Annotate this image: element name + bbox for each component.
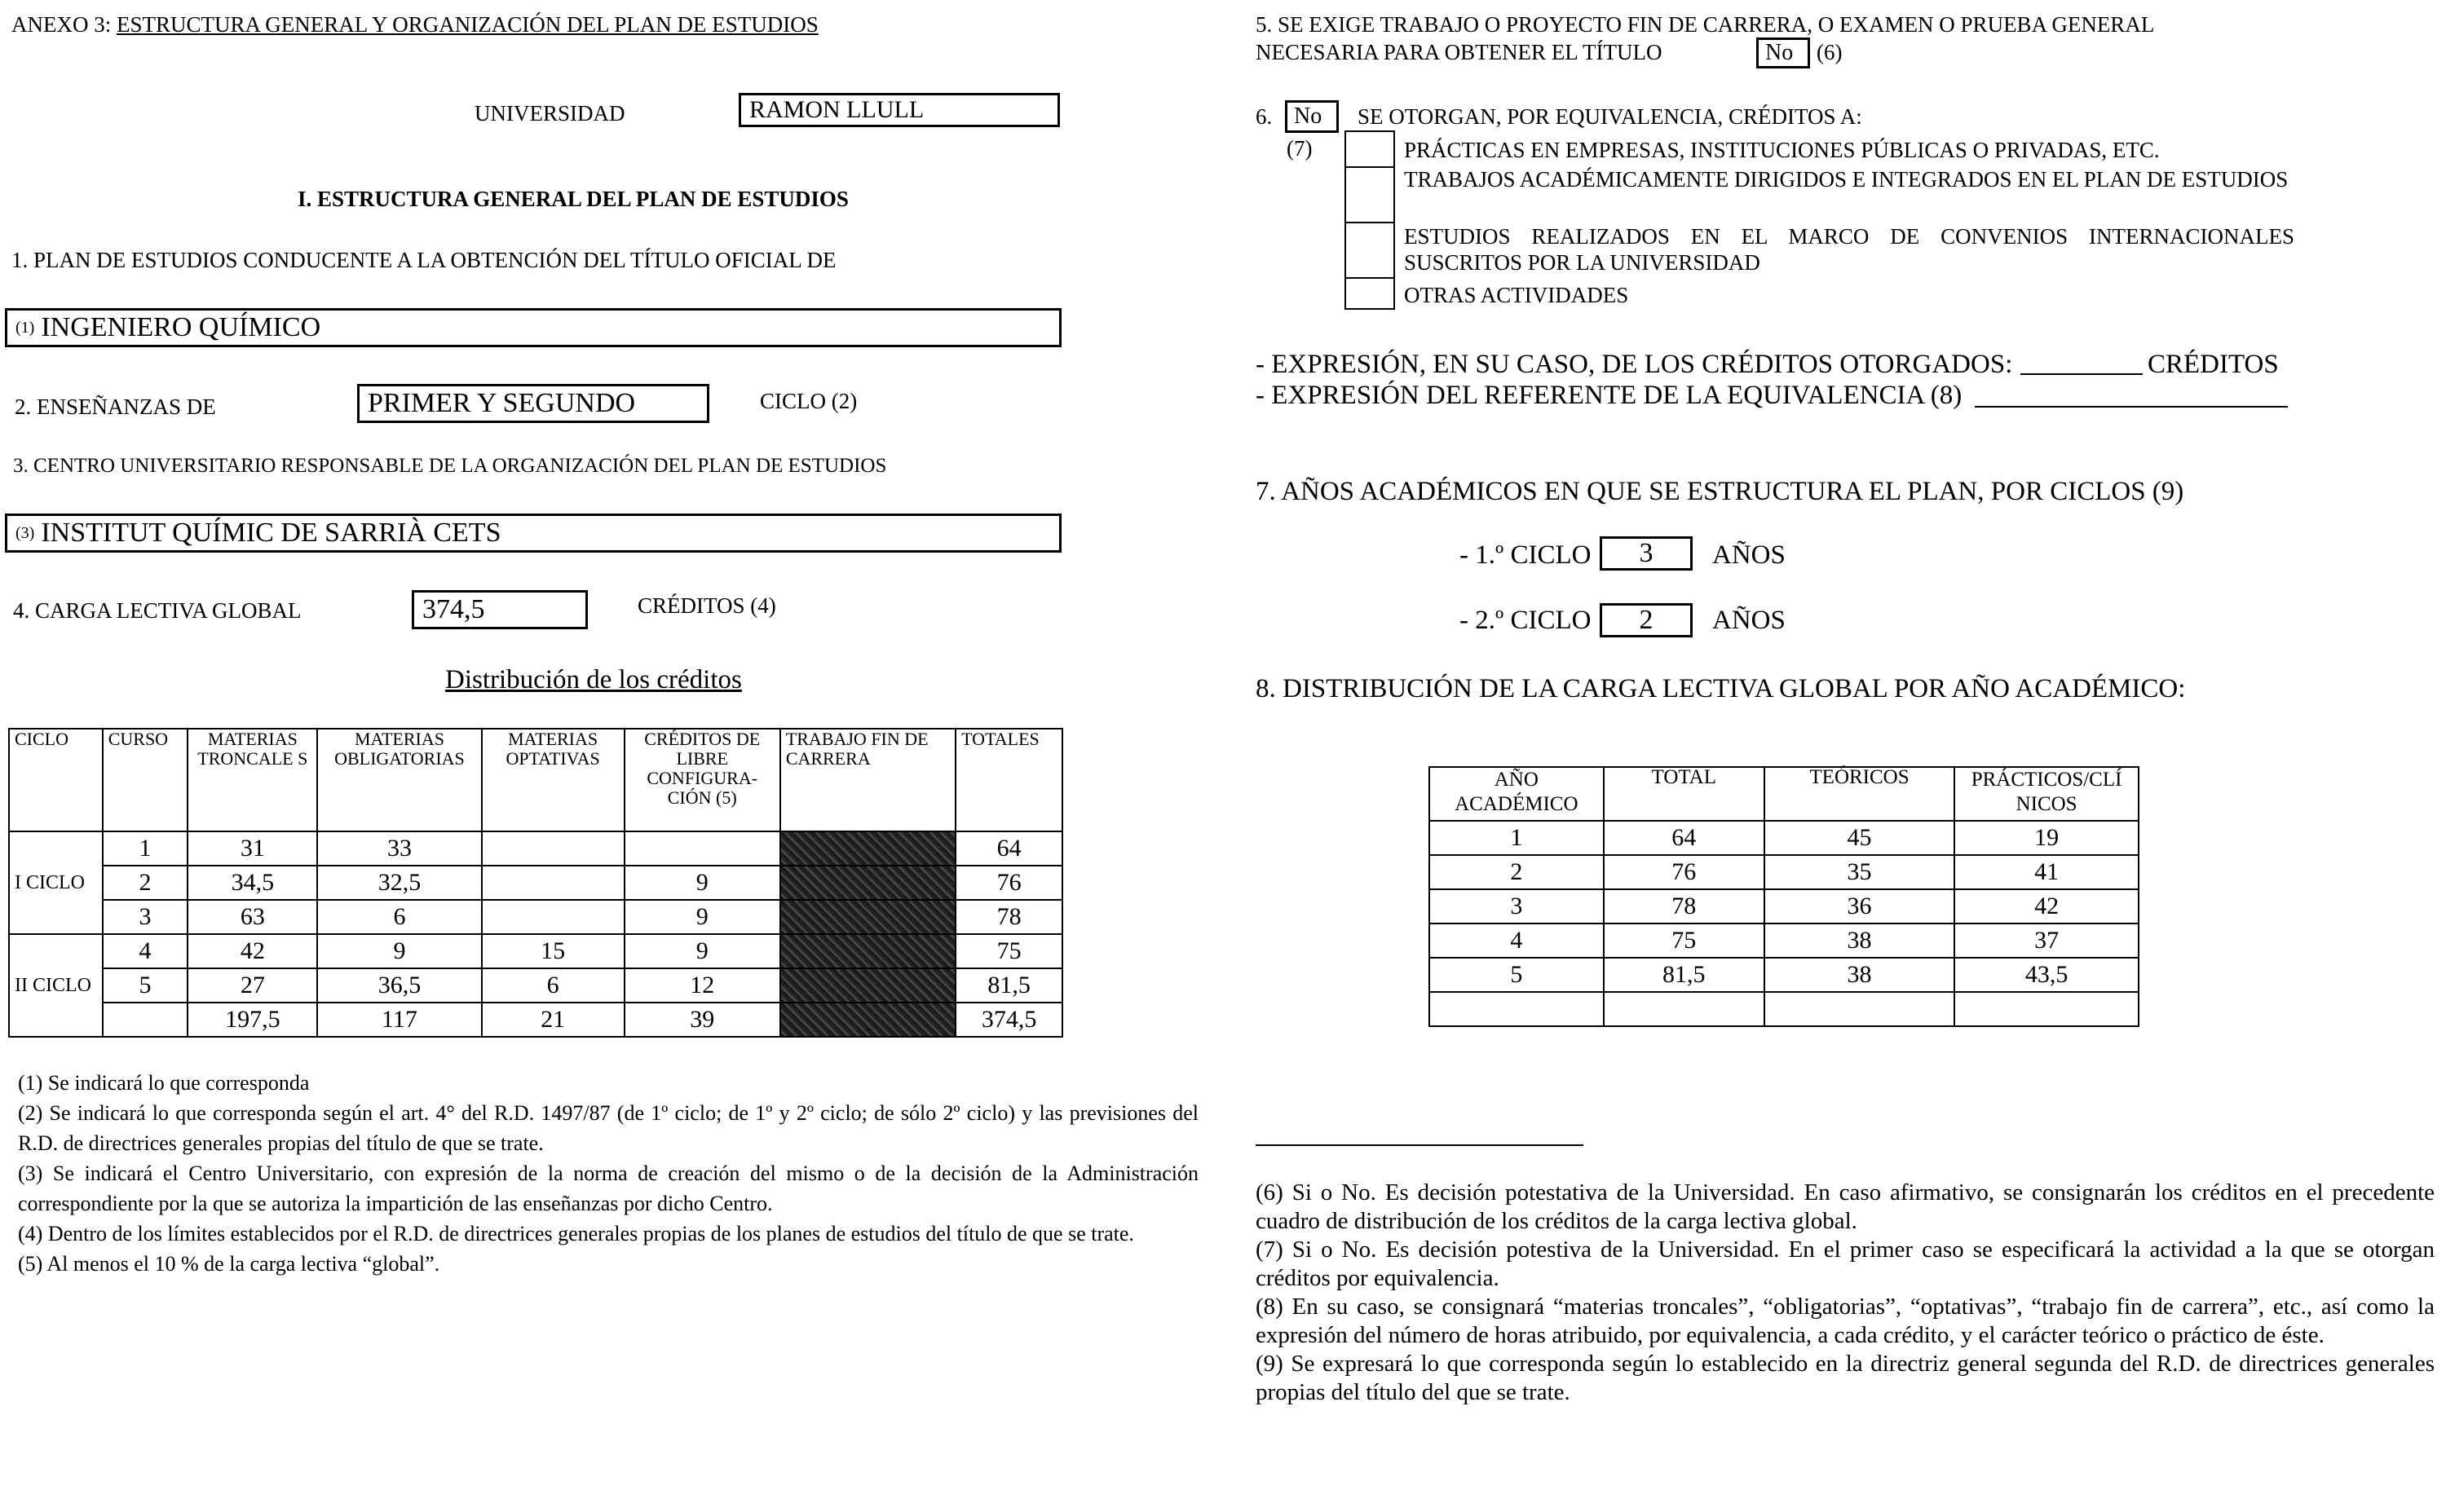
table-cell xyxy=(1764,992,1954,1026)
table-row xyxy=(9,900,1062,934)
left-footnotes xyxy=(18,1068,1199,1279)
table-cell: 9 xyxy=(625,934,780,968)
table-header-row xyxy=(9,729,1062,831)
item1-label: 1. PLAN DE ESTUDIOS CONDUCENTE A LA OBTENCIÓN DEL TÍTULO OFICIAL DE xyxy=(11,248,837,272)
table-cell: 2 xyxy=(103,866,188,900)
item4-field xyxy=(412,590,588,629)
table-cell: 117 xyxy=(317,1003,481,1037)
column-header: TOTAL xyxy=(1604,767,1764,821)
table-cell xyxy=(625,831,780,866)
cycle-cell: I CICLO xyxy=(9,831,103,934)
table-cell xyxy=(482,900,625,934)
table-cell: 63 xyxy=(188,900,317,934)
item2-value: PRIMER Y SEGUNDO xyxy=(368,388,636,418)
item6-field xyxy=(1285,100,1339,133)
item2-field xyxy=(357,384,709,423)
table-row xyxy=(9,934,1062,968)
table-row xyxy=(9,831,1062,866)
item1-value: INGENIERO QUÍMICO xyxy=(41,312,321,342)
footnote: (2) Se indicará lo que corresponda según el art. 4° del R.D. 1497/87 (de 1º ciclo; de 1º y 2º ciclo; de sólo 2º ciclo) y las previsiones del R.D. de directrices generales propias del título de que se trate. xyxy=(18,1101,1199,1155)
section-title: I. ESTRUCTURA GENERAL DEL PLAN DE ESTUDIOS xyxy=(298,187,849,211)
table-cell xyxy=(482,831,625,866)
table-cell: 35 xyxy=(1764,855,1954,889)
item6-label: SE OTORGAN, POR EQUIVALENCIA, CRÉDITOS A: xyxy=(1358,104,1862,129)
table-cell: 42 xyxy=(1954,889,2139,924)
table-cell: 2 xyxy=(1429,855,1604,889)
column-header: CICLO xyxy=(9,729,103,831)
table-cell: 21 xyxy=(482,1003,625,1037)
table-row xyxy=(1429,889,2139,924)
item4-suffix: CRÉDITOS (4) xyxy=(638,593,776,618)
table-cell: 31 xyxy=(188,831,317,866)
table-row xyxy=(1429,821,2139,855)
table-cell xyxy=(1429,992,1604,1026)
item3-label: 3. CENTRO UNIVERSITARIO RESPONSABLE DE LA ORGANIZACIÓN DEL PLAN DE ESTUDIOS xyxy=(13,455,887,477)
option-checkbox[interactable] xyxy=(1344,277,1395,310)
option-label: OTRAS ACTIVIDADES xyxy=(1404,283,1629,307)
column-header: TOTALES xyxy=(956,729,1062,831)
item5-line2: NECESARIA PARA OBTENER EL TÍTULO xyxy=(1256,40,1662,64)
table-cell: 15 xyxy=(482,934,625,968)
table-cell: 39 xyxy=(625,1003,780,1037)
table-row xyxy=(1429,958,2139,992)
table-row xyxy=(9,968,1062,1003)
option-label: ESTUDIOS REALIZADOS EN EL MARCO DE CONVENIOS INTERNACIONALES SUSCRITOS POR LA UNIVERSIDAD xyxy=(1404,224,2294,275)
option-label: PRÁCTICAS EN EMPRESAS, INSTITUCIONES PÚBLICAS O PRIVADAS, ETC. xyxy=(1404,138,2160,162)
table-cell: 81,5 xyxy=(956,968,1062,1003)
footnote: (6) Si o No. Es decisión potestativa de la Universidad. En caso afirmativo, se consignarán los créditos en el precedente cuadro de distribución de los créditos de la carga lectiva global. xyxy=(1256,1179,2435,1234)
column-header: CRÉDITOS DE LIBRE CONFIGURA- CIÓN (5) xyxy=(625,729,780,831)
table-cell: 76 xyxy=(956,866,1062,900)
table-cell: 1 xyxy=(103,831,188,866)
shaded-cell xyxy=(780,1003,956,1037)
table-row xyxy=(1429,924,2139,958)
distribution-title: Distribución de los créditos xyxy=(445,665,742,694)
table-cell: 4 xyxy=(103,934,188,968)
table-cell: 12 xyxy=(625,968,780,1003)
footnote: (9) Se expresará lo que corresponda según lo establecido en la directriz general segunda del R.D. de directrices generales propias del título del que se trate. xyxy=(1256,1351,2435,1405)
cycle1-value: 3 xyxy=(1639,538,1653,568)
table-cell: 38 xyxy=(1764,958,1954,992)
table-cell: 19 xyxy=(1954,821,2139,855)
cycle2-value: 2 xyxy=(1639,605,1653,635)
table-cell: 197,5 xyxy=(188,1003,317,1037)
cycle2-field xyxy=(1600,603,1693,637)
table-cell: 78 xyxy=(956,900,1062,934)
table-cell xyxy=(103,1003,188,1037)
table-cell: 3 xyxy=(1429,889,1604,924)
table-cell: 5 xyxy=(1429,958,1604,992)
table-cell: 9 xyxy=(317,934,481,968)
table-cell: 38 xyxy=(1764,924,1954,958)
table-header-row xyxy=(1429,767,2139,821)
table-cell: 81,5 xyxy=(1604,958,1764,992)
table-cell: 42 xyxy=(188,934,317,968)
table-cell: 32,5 xyxy=(317,866,481,900)
shaded-cell xyxy=(780,968,956,1003)
table-row xyxy=(1429,855,2139,889)
footnote: (7) Si o No. Es decisión potestiva de la Universidad. En el primer caso se especificará la actividad a la que se otorgan créditos por equivalencia. xyxy=(1256,1236,2435,1291)
right-footnotes xyxy=(1256,1179,2435,1407)
table-row xyxy=(9,866,1062,900)
table-cell: 37 xyxy=(1954,924,2139,958)
item3-field xyxy=(5,514,1062,553)
table-cell: 36,5 xyxy=(317,968,481,1003)
column-header: MATERIAS OPTATIVAS xyxy=(482,729,625,831)
shaded-cell xyxy=(780,831,956,866)
table-cell: 36 xyxy=(1764,889,1954,924)
shaded-cell xyxy=(780,934,956,968)
table-cell: 75 xyxy=(1604,924,1764,958)
annex-prefix: ANEXO 3: xyxy=(11,12,117,37)
cycle2-label: - 2.º CICLO xyxy=(1459,606,1592,635)
shaded-cell xyxy=(780,866,956,900)
item5-field xyxy=(1756,37,1810,68)
item6-number: 6. xyxy=(1256,104,1273,129)
year-distribution-table xyxy=(1428,766,2139,1027)
column-header: AÑO ACADÉMICO xyxy=(1429,767,1604,821)
item5-line1: 5. SE EXIGE TRABAJO O PROYECTO FIN DE CARRERA, O EXAMEN O PRUEBA GENERAL xyxy=(1256,12,2155,37)
table-cell: 3 xyxy=(103,900,188,934)
table-cell: 4 xyxy=(1429,924,1604,958)
table-cell: 78 xyxy=(1604,889,1764,924)
table-cell xyxy=(1604,992,1764,1026)
cycle1-label: - 1.º CICLO xyxy=(1459,540,1592,570)
table-cell: 76 xyxy=(1604,855,1764,889)
table-cell: 6 xyxy=(482,968,625,1003)
table-cell xyxy=(1954,992,2139,1026)
option-label: TRABAJOS ACADÉMICAMENTE DIRIGIDOS E INTEGRADOS EN EL PLAN DE ESTUDIOS xyxy=(1404,167,2289,192)
table-cell: 27 xyxy=(188,968,317,1003)
annex-heading xyxy=(11,11,819,37)
universidad-field xyxy=(739,93,1060,127)
universidad-value: RAMON LLULL xyxy=(749,96,925,123)
expr2-label: - EXPRESIÓN DEL REFERENTE DE LA EQUIVALENCIA (8) xyxy=(1256,381,1963,410)
column-header: PRÁCTICOS/CLÍ NICOS xyxy=(1954,767,2139,821)
annex-title: ESTRUCTURA GENERAL Y ORGANIZACIÓN DEL PLAN DE ESTUDIOS xyxy=(117,12,819,37)
item8-label: 8. DISTRIBUCIÓN DE LA CARGA LECTIVA GLOBAL POR AÑO ACADÉMICO: xyxy=(1256,674,2186,703)
option-checkbox[interactable] xyxy=(1344,222,1395,279)
item5-suffix: (6) xyxy=(1817,40,1843,64)
footnote: (3) Se indicará el Centro Universitario, con expresión de la norma de creación del mismo o de la decisión de la Administración correspondiente por la que se autoriza la impartición de las enseñanzas por dicho Centro. xyxy=(18,1162,1199,1215)
item7-label: 7. AÑOS ACADÉMICOS EN QUE SE ESTRUCTURA EL PLAN, POR CICLOS (9) xyxy=(1256,477,2184,506)
item6-note: (7) xyxy=(1287,136,1313,161)
table-cell: 43,5 xyxy=(1954,958,2139,992)
cycle1-field xyxy=(1600,536,1693,571)
credits-distribution-table xyxy=(8,728,1063,1038)
table-cell: 41 xyxy=(1954,855,2139,889)
table-cell: 33 xyxy=(317,831,481,866)
footnote: (8) En su caso, se consignará “materias troncales”, “obligatorias”, “optativas”, “trabajo fin de carrera”, etc., así como la expresión del número de horas atribuido, por equivalencia, a cada crédito, y el carácter teórico o práctico de éste. xyxy=(1256,1294,2435,1348)
cycle2-unit: AÑOS xyxy=(1712,606,1786,635)
item1-field xyxy=(5,308,1062,347)
column-header: TEÓRICOS xyxy=(1764,767,1954,821)
column-header: MATERIAS TRONCALE S xyxy=(188,729,317,831)
expr1-blank[interactable] xyxy=(2020,373,2143,375)
column-header: TRABAJO FIN DE CARRERA xyxy=(780,729,956,831)
cycle1-unit: AÑOS xyxy=(1712,540,1786,570)
table-cell: 64 xyxy=(956,831,1062,866)
expr1-suffix: CRÉDITOS xyxy=(2148,350,2279,379)
table-cell: 34,5 xyxy=(188,866,317,900)
column-header: CURSO xyxy=(103,729,188,831)
table-cell: 374,5 xyxy=(956,1003,1062,1037)
expr2-blank[interactable] xyxy=(1975,406,2288,408)
footnote: (5) Al menos el 10 % de la carga lectiva “global”. xyxy=(18,1252,440,1276)
item2-suffix: CICLO (2) xyxy=(760,389,858,413)
table-row-totals xyxy=(9,1003,1062,1037)
table-cell: 5 xyxy=(103,968,188,1003)
item5-value: No xyxy=(1765,40,1794,65)
item6-value: No xyxy=(1294,104,1322,129)
table-cell: 9 xyxy=(625,866,780,900)
table-cell: 45 xyxy=(1764,821,1954,855)
item3-sup: (3) xyxy=(15,524,35,542)
table-row-empty xyxy=(1429,992,2139,1026)
expr1-label: - EXPRESIÓN, EN SU CASO, DE LOS CRÉDITOS OTORGADOS: xyxy=(1256,350,2013,379)
table-cell: 1 xyxy=(1429,821,1604,855)
item3-value: INSTITUT QUÍMIC DE SARRIÀ CETS xyxy=(41,518,501,548)
footnote: (4) Dentro de los límites establecidos por el R.D. de directrices generales propias de los planes de estudios del título de que se trate. xyxy=(18,1222,1134,1245)
table-cell xyxy=(482,866,625,900)
shaded-cell xyxy=(780,900,956,934)
footnote: (1) Se indicará lo que corresponda xyxy=(18,1071,310,1095)
footnote-separator xyxy=(1256,1144,1583,1146)
item4-label: 4. CARGA LECTIVA GLOBAL xyxy=(13,598,302,623)
column-header: MATERIAS OBLIGATORIAS xyxy=(317,729,481,831)
table-cell: 64 xyxy=(1604,821,1764,855)
item1-sup: (1) xyxy=(15,319,35,337)
option-checkbox[interactable] xyxy=(1344,130,1395,168)
option-checkbox[interactable] xyxy=(1344,166,1395,223)
cycle-cell: II CICLO xyxy=(9,934,103,1037)
item4-value: 374,5 xyxy=(422,594,485,624)
table-cell: 75 xyxy=(956,934,1062,968)
table-cell: 6 xyxy=(317,900,481,934)
universidad-label: UNIVERSIDAD xyxy=(475,101,625,126)
item2-label: 2. ENSEÑANZAS DE xyxy=(15,395,216,419)
table-cell: 9 xyxy=(625,900,780,934)
